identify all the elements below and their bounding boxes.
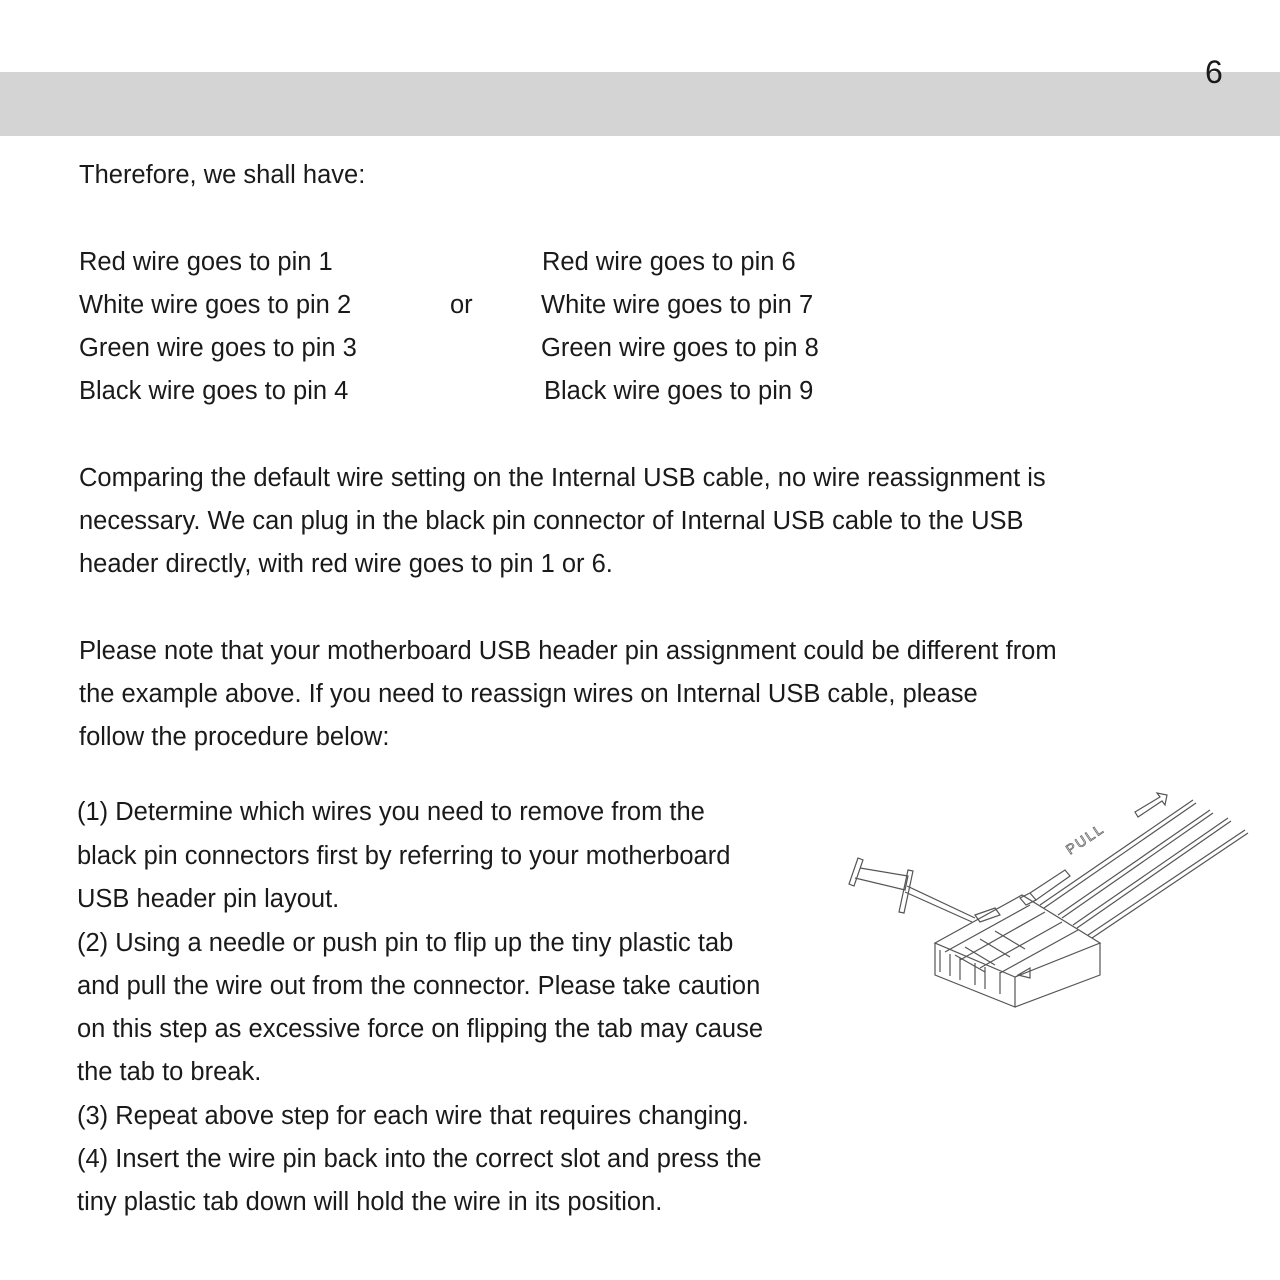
para2-line: follow the procedure below: <box>79 723 390 751</box>
wire-pin <box>1020 870 1070 905</box>
step-line: (2) Using a needle or push pin to flip up the tiny plastic tab <box>77 929 734 957</box>
left-pin-line: Green wire goes to pin 3 <box>79 334 357 362</box>
step-line: tiny plastic tab down will hold the wire in its position. <box>77 1188 663 1216</box>
para1-line: Comparing the default wire setting on the Internal USB cable, no wire reassignment is <box>79 464 1046 492</box>
left-pin-line: Red wire goes to pin 1 <box>79 248 333 276</box>
right-pin-line: Black wire goes to pin 9 <box>544 377 814 405</box>
left-pin-line: White wire goes to pin 2 <box>79 291 352 319</box>
right-pin-line: White wire goes to pin 7 <box>541 291 814 319</box>
step-line: black pin connectors first by referring to your motherboard <box>77 842 731 870</box>
step-line: on this step as excessive force on flipping the tab may cause <box>77 1015 764 1043</box>
para2-line: the example above. If you need to reassign wires on Internal USB cable, please <box>79 680 978 708</box>
push-pin-icon <box>849 858 1000 922</box>
connector-body <box>935 895 1100 1007</box>
para1-line: necessary. We can plug in the black pin connector of Internal USB cable to the USB <box>79 507 1024 535</box>
or-label: or <box>450 291 473 319</box>
para1-line: header directly, with red wire goes to pin 1 or 6. <box>79 550 613 578</box>
step-line: (1) Determine which wires you need to remove from the <box>77 798 705 826</box>
right-pin-line: Red wire goes to pin 6 <box>542 248 796 276</box>
intro-text: Therefore, we shall have: <box>79 161 366 189</box>
step-line: USB header pin layout. <box>77 885 340 913</box>
page-number: 6 <box>1205 54 1223 90</box>
pull-arrow-icon <box>1135 793 1167 817</box>
wires <box>1040 800 1248 938</box>
step-line: (3) Repeat above step for each wire that requires changing. <box>77 1102 749 1130</box>
step-line: and pull the wire out from the connector. Please take caution <box>77 972 761 1000</box>
left-pin-line: Black wire goes to pin 4 <box>79 377 349 405</box>
pull-label: PULL <box>1062 820 1108 858</box>
step-line: the tab to break. <box>77 1058 262 1086</box>
step-line: (4) Insert the wire pin back into the correct slot and press the <box>77 1145 762 1173</box>
para2-line: Please note that your motherboard USB header pin assignment could be different from <box>79 637 1057 665</box>
right-pin-line: Green wire goes to pin 8 <box>541 334 819 362</box>
